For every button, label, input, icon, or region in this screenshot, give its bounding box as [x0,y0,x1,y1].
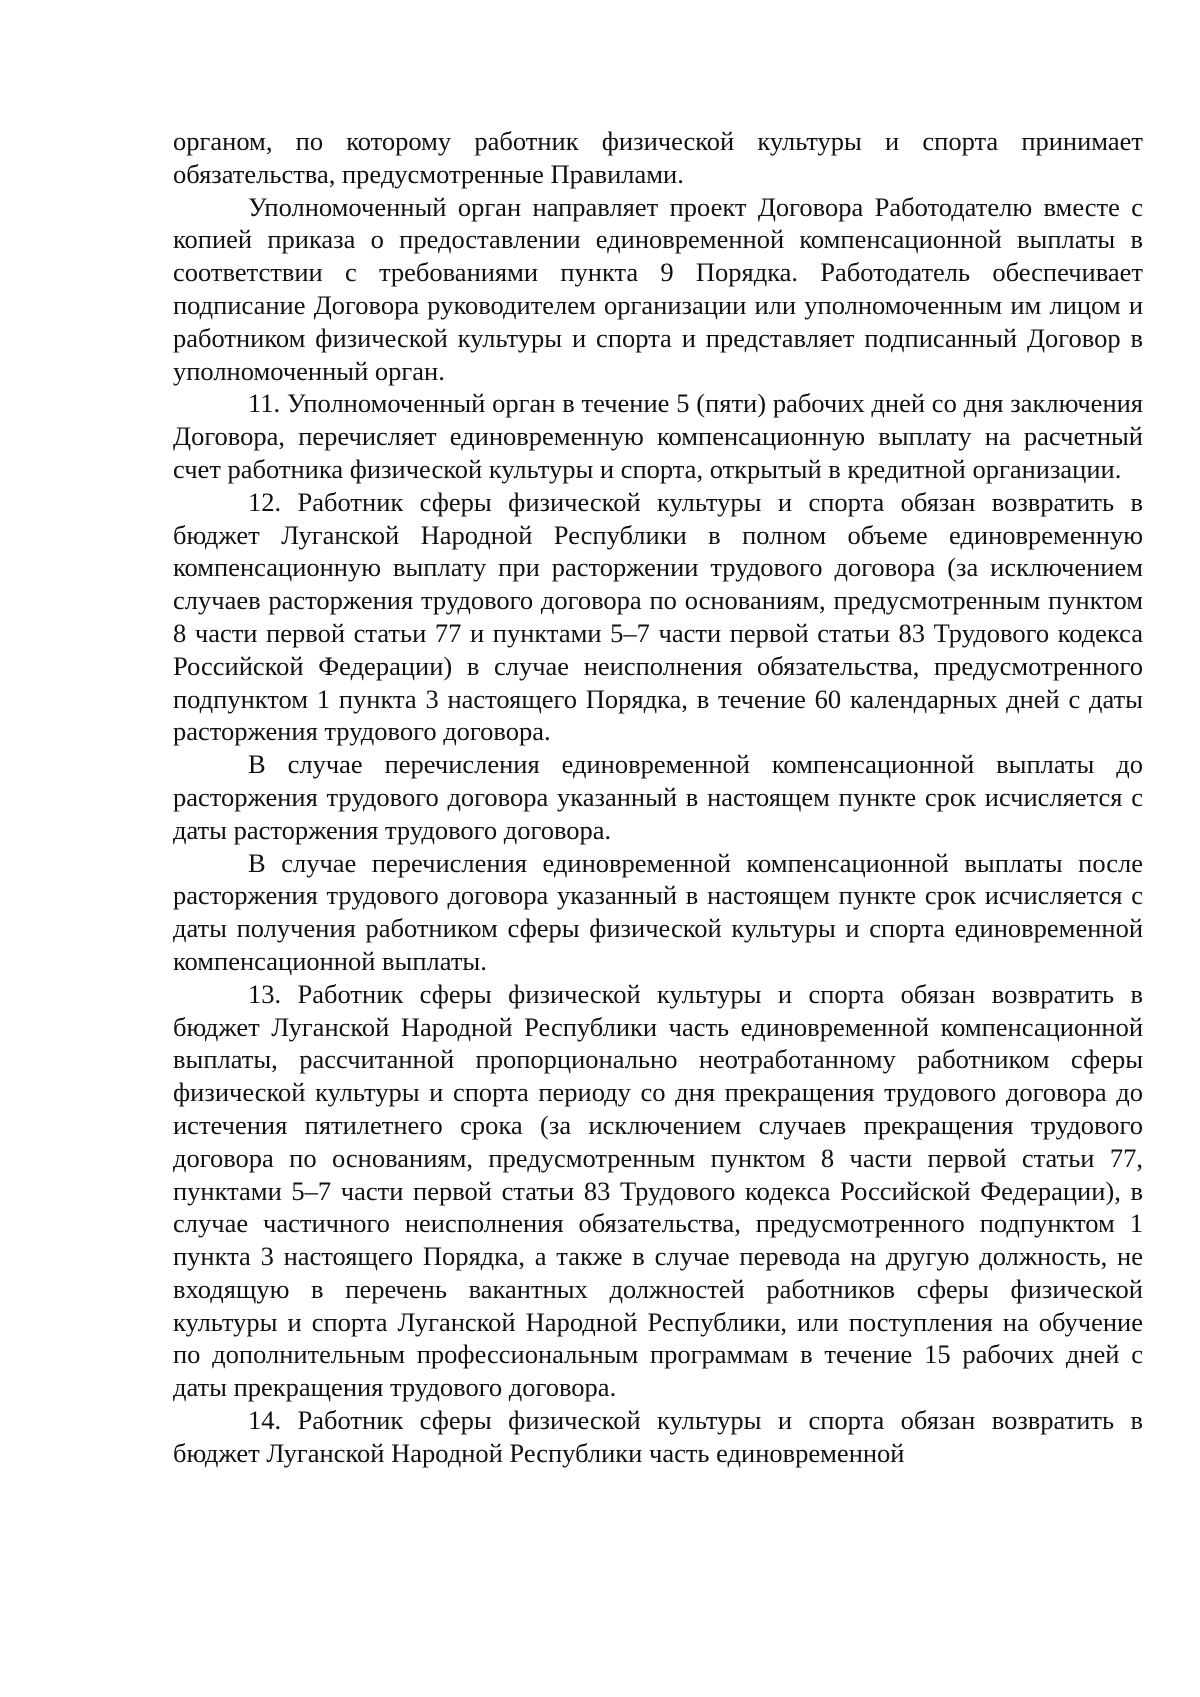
paragraph-item-11: 11. Уполномоченный орган в течение 5 (пяти) рабочих дней со дня заключения Договора, перечисляет единовременную компенсационную выплату на расчетный счет работника физической культуры и спорта, открытый в кредитной организации. [173,388,1143,484]
paragraph-item-12-before: В случае перечисления единовременной компенсационной выплаты до расторжения трудового договора указанный в настоящем пункте срок исчисляется с даты расторжения трудового договора. [173,749,1143,845]
paragraph-item-12: 12. Работник сферы физической культуры и спорта обязан возвратить в бюджет Луганской Народной Республики в полном объеме единовременную компенсационную выплату при расторжении трудового договора (за исключением случаев расторжения трудового договора по основаниям, предусмотренным пунктом 8 части первой статьи 77 и пунктами 5–7 части первой статьи 83 Трудового кодекса Российской Федерации) в случае неисполнения обязательства, предусмотренного подпунктом 1 пункта 3 настоящего Порядка, в течение 60 календарных дней с даты расторжения трудового договора. [173,486,1143,747]
paragraph-item-13: 13. Работник сферы физической культуры и спорта обязан возвратить в бюджет Луганской Народной Республики часть единовременной компенсационной выплаты, рассчитанной пропорционально неотработанному работником сферы физической культуры и спорта периоду со дня прекращения трудового договора до истечения пятилетнего срока (за исключением случаев прекращения трудового договора по основаниям, предусмотренным пунктом 8 части первой статьи 77, пунктами 5–7 части первой статьи 83 Трудового кодекса Российской Федерации), в случае частичного неисполнения обязательства, предусмотренного подпунктом 1 пункта 3 настоящего Порядка, а также в случае перевода на другую должность, не входящую в перечень вакантных должностей работников сферы физической культуры и спорта Луганской Народной Республики, или поступления на обучение по дополнительным профессиональным программам в течение 15 рабочих дней с даты прекращения трудового договора. [173,978,1143,1403]
paragraph-continuation: органом, по которому работник физической культуры и спорта принимает обязательства, предусмотренные Правилами. [173,126,1143,189]
paragraph-item-12-after: В случае перечисления единовременной компенсационной выплаты после расторжения трудового договора указанный в настоящем пункте срок исчисляется с даты получения работником сферы физической культуры и спорта единовременной компенсационной выплаты. [173,847,1143,976]
document-body [173,125,1143,1470]
paragraph-authorized-body: Уполномоченный орган направляет проект Договора Работодателю вместе с копией приказа о предоставлении единовременной компенсационной выплаты в соответствии с требованиями пункта 9 Порядка. Работодатель обеспечивает подписание Договора руководителем организации или уполномоченным им лицом и работником физической культуры и спорта и представляет подписанный Договор в уполномоченный орган. [173,191,1143,386]
paragraph-item-14: 14. Работник сферы физической культуры и спорта обязан возвратить в бюджет Луганской Народной Республики часть единовременной [173,1405,1143,1468]
